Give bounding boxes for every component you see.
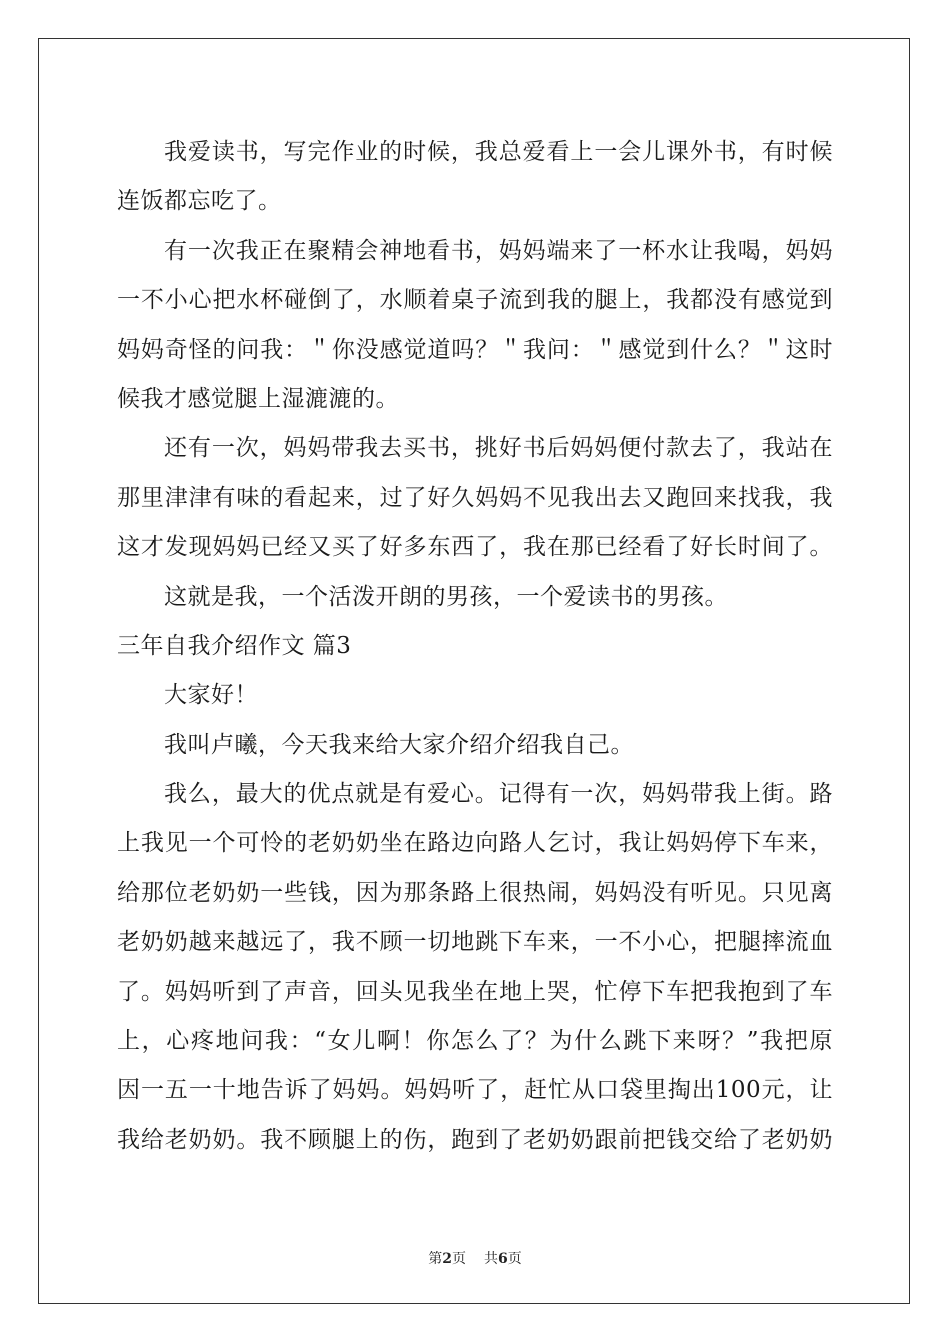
page-footer (0, 1248, 950, 1268)
text-line-12: 大家好！ (164, 682, 258, 709)
text-line-2: 连饭都忘吃了。 (117, 188, 282, 215)
text-line-4: 一不小心把水杯碰倒了，水顺着桌子流到我的腿上，我都没有感觉到 (117, 287, 833, 314)
text-line-5: 妈妈奇怪的问我：＂你没感觉道吗？＂我问：＂感觉到什么？＂这时 (117, 336, 833, 363)
text-line-13: 我叫卢曦，今天我来给大家介绍介绍我自己。 (164, 731, 634, 758)
footer-total-suffix: 页 (507, 1251, 522, 1267)
text-line-8: 那里津津有味的看起来，过了好久妈妈不见我出去又跑回来找我，我 (117, 484, 833, 511)
document-body (117, 128, 833, 1165)
text-line-20: 因一五一十地告诉了妈妈。妈妈听了，赶忙从口袋里掏出100元，让 (117, 1077, 833, 1104)
text-line-10: 这就是我，一个活泼开朗的男孩，一个爱读书的男孩。 (164, 583, 728, 610)
text-line-1: 我爱读书，写完作业的时候，我总爱看上一会儿课外书，有时候 (164, 139, 833, 165)
footer-total-prefix: 共 (484, 1251, 498, 1267)
text-line-9: 这才发现妈妈已经又买了好多东西了，我在那已经看了好长时间了。 (117, 534, 833, 561)
footer-page-number: 2 (442, 1251, 452, 1267)
footer-total-pages: 6 (498, 1251, 508, 1267)
text-line-18: 了。妈妈听到了声音，回头见我坐在地上哭，忙停下车把我抱到了车 (117, 978, 833, 1005)
text-line-6: 候我才感觉腿上湿漉漉的。 (117, 385, 399, 412)
text-line-16: 给那位老奶奶一些钱，因为那条路上很热闹，妈妈没有听见。只见离 (117, 879, 833, 906)
section-heading: 三年自我介绍作文 篇3 (117, 632, 352, 659)
text-line-14: 我么，最大的优点就是有爱心。记得有一次，妈妈带我上街。路 (164, 781, 833, 808)
footer-page-prefix: 第 (428, 1251, 443, 1267)
text-line-19: 上，心疼地问我：“女儿啊！你怎么了？为什么跳下来呀？”我把原 (117, 1028, 833, 1055)
text-line-21: 我给老奶奶。我不顾腿上的伤，跑到了老奶奶跟前把钱交给了老奶奶 (117, 1126, 833, 1153)
text-line-15: 上我见一个可怜的老奶奶坐在路边向路人乞讨，我让妈妈停下车来， (117, 830, 833, 857)
text-line-3: 有一次我正在聚精会神地看书，妈妈端来了一杯水让我喝，妈妈 (164, 237, 833, 264)
text-line-17: 老奶奶越来越远了，我不顾一切地跳下车来，一不小心，把腿摔流血 (117, 929, 833, 956)
text-line-7: 还有一次，妈妈带我去买书，挑好书后妈妈便付款去了，我站在 (164, 435, 833, 462)
footer-page-suffix: 页 (452, 1251, 466, 1267)
